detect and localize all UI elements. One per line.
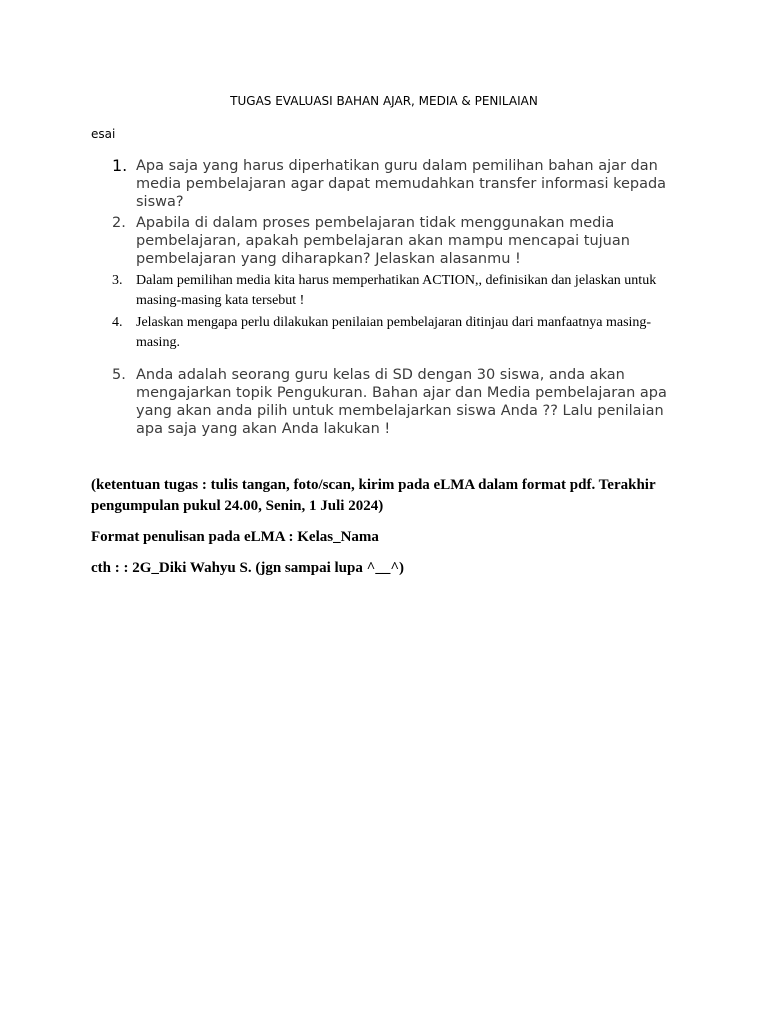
- question-text: Anda adalah seorang guru kelas di SD dengan 30 siswa, anda akan mengajarkan topik Pengukuran. Bahan ajar dan Media pembelajaran apa yang akan anda pilih untuk membelajarkan siswa Anda ?? Lalu penilaian apa saja yang akan Anda lakukan !: [136, 367, 667, 437]
- naming-example: cth : : 2G_Diki Wahyu S. (jgn sampai lupa ^__^): [91, 560, 405, 576]
- question-item-5: [91, 366, 671, 438]
- question-number: 2.: [112, 215, 126, 231]
- question-number: 5.: [112, 367, 126, 383]
- question-item-3: [91, 271, 671, 311]
- section-label: esai: [91, 127, 116, 141]
- question-text: Apa saja yang harus diperhatikan guru dalam pemilihan bahan ajar dan media pembelajaran agar dapat memudahkan transfer informasi kepada siswa?: [136, 158, 667, 210]
- question-number: 3.: [112, 273, 123, 288]
- question-list: [91, 157, 671, 438]
- submission-rules: (ketentuan tugas : tulis tangan, foto/scan, kirim pada eLMA dalam format pdf. Terakhir pengumpulan pukul 24.00, Senin, 1 Juli 2024): [91, 477, 656, 514]
- question-item-2: [91, 214, 671, 268]
- question-text: Jelaskan mengapa perlu dilakukan penilaian pembelajaran ditinjau dari manfaatnya masing-masing.: [136, 315, 652, 350]
- question-item-4: [91, 313, 671, 353]
- submission-notes: [91, 475, 681, 579]
- naming-format: Format penulisan pada eLMA : Kelas_Nama: [91, 529, 379, 545]
- document-title: TUGAS EVALUASI BAHAN AJAR, MEDIA & PENILAIAN: [230, 94, 538, 108]
- question-text: Dalam pemilihan media kita harus memperhatikan ACTION,, definisikan dan jelaskan untuk masing-masing kata tersebut !: [136, 273, 657, 308]
- question-number: 1.: [112, 156, 128, 175]
- question-item-1: [91, 157, 671, 211]
- question-text: Apabila di dalam proses pembelajaran tidak menggunakan media pembelajaran, apakah pembelajaran akan mampu mencapai tujuan pembelajaran yang diharapkan? Jelaskan alasanmu !: [136, 215, 630, 267]
- question-number: 4.: [112, 315, 123, 330]
